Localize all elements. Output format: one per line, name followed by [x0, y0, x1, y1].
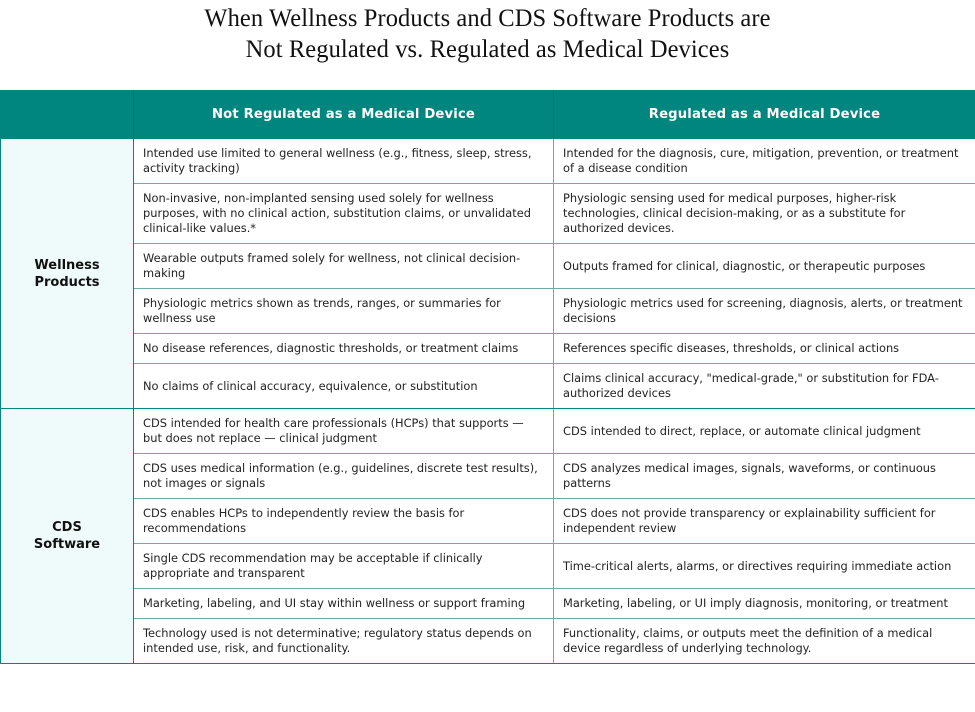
- page-title-line-2: Not Regulated vs. Regulated as Medical Devices: [245, 34, 730, 63]
- cell-regulated: [554, 589, 975, 619]
- cell-text: Physiologic sensing used for medical purposes, higher-risk technologies, clinical decision-making, or as a substitute for authorized devices.: [563, 191, 906, 235]
- cell-regulated: [554, 364, 975, 409]
- cell-text: Physiologic metrics shown as trends, ranges, or summaries for wellness use: [143, 296, 501, 325]
- cell-text: Technology used is not determinative; regulatory status depends on intended use, risk, and functionality.: [143, 626, 532, 655]
- table-body: [1, 139, 975, 664]
- cell-text: Marketing, labeling, and UI stay within wellness or support framing: [143, 596, 526, 610]
- cell-text: Physiologic metrics used for screening, diagnosis, alerts, or treatment decisions: [563, 296, 963, 325]
- table-row: [1, 289, 975, 334]
- section-label-cds-software: [1, 409, 134, 664]
- table-row: [1, 139, 975, 184]
- table-row: [1, 364, 975, 409]
- cell-regulated: [554, 289, 975, 334]
- cell-regulated: [554, 454, 975, 499]
- cell-regulated: [554, 619, 975, 664]
- section-label-line-1: Wellness: [34, 257, 100, 273]
- section-label-wellness-products: [1, 139, 134, 409]
- table-header: [1, 91, 975, 139]
- cell-not-regulated: [134, 244, 554, 289]
- page-title-line-1: When Wellness Products and CDS Software Products are: [204, 3, 771, 32]
- cell-text: CDS uses medical information (e.g., guidelines, discrete test results), not images or signals: [143, 461, 538, 490]
- table-row: [1, 619, 975, 664]
- table-row: [1, 244, 975, 289]
- cell-text: No claims of clinical accuracy, equivalence, or substitution: [143, 378, 478, 393]
- cell-not-regulated: [134, 289, 554, 334]
- page-title: [0, 0, 975, 64]
- column-header-category: [1, 91, 134, 139]
- cell-not-regulated: [134, 454, 554, 499]
- cell-text: Wearable outputs framed solely for wellness, not clinical decision-making: [143, 251, 521, 280]
- cell-not-regulated: [134, 184, 554, 244]
- cell-regulated: [554, 499, 975, 544]
- table-row: [1, 544, 975, 589]
- cell-text: References specific diseases, thresholds, or clinical actions: [563, 341, 900, 355]
- cell-text: Single CDS recommendation may be acceptable if clinically appropriate and transparent: [143, 551, 483, 580]
- cell-text: CDS analyzes medical images, signals, waveforms, or continuous patterns: [563, 461, 936, 490]
- cell-regulated: [554, 184, 975, 244]
- comparison-table-wrapper: [0, 90, 975, 664]
- cell-regulated: [554, 139, 975, 184]
- cell-not-regulated: [134, 139, 554, 184]
- comparison-table: [0, 90, 975, 664]
- cell-not-regulated: [134, 544, 554, 589]
- cell-regulated: [554, 334, 975, 364]
- cell-text: CDS intended to direct, replace, or automate clinical judgment: [563, 423, 921, 438]
- table-row: [1, 334, 975, 364]
- cell-text: CDS intended for health care professionals (HCPs) that supports — but does not replace — clinical judgment: [143, 416, 524, 445]
- table-row: [1, 589, 975, 619]
- cell-text: Claims clinical accuracy, "medical-grade," or substitution for FDA-authorized devices: [563, 371, 939, 400]
- section-label-line-2: Software: [33, 537, 101, 552]
- cell-not-regulated: [134, 334, 554, 364]
- cell-text: Functionality, claims, or outputs meet the definition of a medical device regardless of underlying technology.: [563, 626, 933, 655]
- cell-text: Intended use limited to general wellness (e.g., fitness, sleep, stress, activity tracking): [143, 146, 532, 175]
- table-row: [1, 409, 975, 454]
- cell-not-regulated: [134, 364, 554, 409]
- cell-text: CDS enables HCPs to independently review the basis for recommendations: [143, 506, 465, 535]
- cell-text: Outputs framed for clinical, diagnostic, or therapeutic purposes: [563, 258, 926, 273]
- cell-not-regulated: [134, 409, 554, 454]
- cell-text: Non-invasive, non-implanted sensing used solely for wellness purposes, with no clinical action, substitution claims, or unvalidated clinical-like values.*: [143, 191, 531, 235]
- cell-regulated: [554, 409, 975, 454]
- column-header-not-regulated: Not Regulated as a Medical Device: [134, 91, 554, 139]
- cell-text: No disease references, diagnostic thresholds, or treatment claims: [143, 341, 519, 355]
- cell-text: CDS does not provide transparency or explainability sufficient for independent review: [563, 506, 936, 535]
- section-label-line-1: CDS: [52, 520, 82, 535]
- section-label-line-2: Products: [34, 274, 100, 290]
- table-row: [1, 184, 975, 244]
- cell-not-regulated: [134, 589, 554, 619]
- cell-regulated: [554, 544, 975, 589]
- cell-text: Intended for the diagnosis, cure, mitigation, prevention, or treatment of a disease condition: [563, 146, 959, 175]
- table-row: [1, 499, 975, 544]
- cell-text: Time-critical alerts, alarms, or directives requiring immediate action: [563, 558, 952, 573]
- cell-not-regulated: [134, 619, 554, 664]
- table-header-row: [1, 91, 975, 139]
- cell-text: Marketing, labeling, or UI imply diagnosis, monitoring, or treatment: [563, 596, 948, 610]
- cell-regulated: [554, 244, 975, 289]
- cell-not-regulated: [134, 499, 554, 544]
- column-header-regulated: Regulated as a Medical Device: [554, 91, 975, 139]
- table-row: [1, 454, 975, 499]
